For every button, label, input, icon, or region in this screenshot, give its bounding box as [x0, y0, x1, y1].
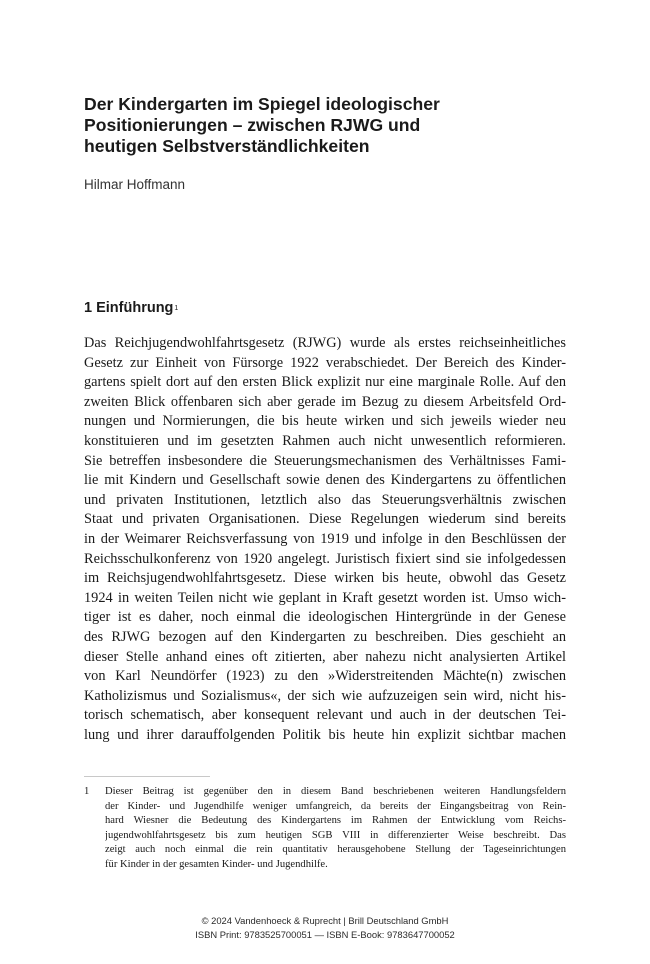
isbn-footer: ISBN Print: 9783525700051 — ISBN E-Book: 9783647700052 [195, 929, 455, 940]
text-line: Reichsschulkonferenz von 1920 angelegt. Juristisch fixiert sind sie infolgedessen [84, 550, 566, 567]
chapter-title [84, 94, 554, 157]
text-line: konstituieren und im gesetzten Rahmen auch nicht unwesentlich reformieren. [84, 432, 566, 449]
body-paragraph [84, 334, 566, 745]
text-line: in der Weimarer Reichsverfassung von 1919 und infolge in den Beschlüssen der [84, 530, 566, 547]
text-line: im Reichsjugendwohlfahrtsgesetz. Diese wirken bis heute, obwohl das Gesetz [84, 570, 566, 587]
footnote-reference: 1 [174, 305, 179, 312]
footnote-line: der Kinder- und Jugendhilfe weniger umfangreich, da bereits der Eingangsbeitrag von Rein- [105, 800, 566, 812]
text-line: von Karl Neundörfer (1923) zu den »Widerstreitenden Mächte(n) zwischen [84, 668, 566, 685]
text-line: 1924 in weiten Teilen nicht wie geplant in Kraft gesetzt worden ist. Umso wich- [84, 589, 566, 606]
footnote-line: zeigt auch noch einmal die rein quantitativ herausgehobene Stellung der Tageseinrichtungen [105, 844, 566, 856]
text-line: dieser Stelle anhand eines oft zitierten, aber nahezu nicht analysierten Artikel [84, 648, 566, 665]
footnote-line: für Kinder in der gesamten Kinder- und Jugendhilfe. [105, 858, 328, 870]
section-heading [84, 298, 178, 318]
chapter-title-line: Positionierungen – zwischen RJWG und [84, 115, 421, 135]
text-line: und privaten Institutionen, letztlich also das Steuerungsverhältnis zwischen [84, 491, 566, 508]
chapter-title-line: Der Kindergarten im Spiegel ideologischer [84, 94, 440, 114]
text-line: torisch schematisch, aber konsequent relevant und auch in der deutschen Tei- [84, 707, 566, 724]
section-heading-text: 1 Einführung [84, 300, 174, 316]
text-line: Sie betreffen insbesondere die Steuerungsmechanismen des Verhältnisses Fami- [84, 452, 566, 469]
footnote-number: 1 [84, 786, 90, 797]
footnote-line: jugendwohlfahrtsgesetz bis zum heutigen SGB VIII in differenzierter Weise beschreibt. Das [105, 829, 566, 841]
footnote-line: hard Wiesner die Bedeutung des Kindergartens im Rahmen der Entwicklung vom Reichs- [105, 815, 566, 827]
text-line: zweiten Blick offenbaren sich aber gerade im Bezug zu diesem Arbeitsfeld Ord- [84, 393, 566, 410]
footnote-divider [84, 776, 210, 777]
text-line: Gesetz zur Einheit von Fürsorge 1922 verabschiedet. Der Bereich des Kinder- [84, 354, 566, 371]
copyright-footer: © 2024 Vandenhoeck & Ruprecht | Brill Deutschland GmbH [201, 915, 449, 926]
footnote-text [105, 785, 566, 873]
author-name: Hilmar Hoffmann [84, 177, 186, 192]
footnote-line: Dieser Beitrag ist gegenüber den in diesem Band beschriebenen weiteren Handlungsfeldern [105, 786, 566, 797]
text-line: tiger ist es daher, noch einmal die ideologischen Hintergründe in der Genese [84, 609, 566, 626]
text-line: nungen und Normierungen, die bis heute wirken und sich jeweils wieder neu [84, 413, 566, 430]
text-line: gartens spielt dort auf den ersten Blick explizit nur eine marginale Rolle. Auf den [84, 374, 566, 391]
text-line: lung und ihrer darauffolgenden Politik bis heute hin explizit sichtbar machen [84, 726, 566, 743]
text-line: des RJWG bezogen auf den Kindergarten zu beschreiben. Dies geschieht an [84, 628, 566, 645]
text-line: Staat und privaten Organisationen. Diese Regelungen wiederum sind bereits [84, 511, 566, 528]
text-line: lie mit Kindern und Gesellschaft sowie denen des Kindergartens zu öffentlichen [84, 472, 566, 489]
text-line: Das Reichjugendwohlfahrtsgesetz (RJWG) wurde als erstes reichseinheitliches [84, 335, 566, 351]
chapter-title-line: heutigen Selbstverständlichkeiten [84, 136, 370, 156]
text-line: Katholizismus und Sozialismus«, der sich wie aufzuzeigen sein wird, nicht his- [84, 687, 566, 704]
